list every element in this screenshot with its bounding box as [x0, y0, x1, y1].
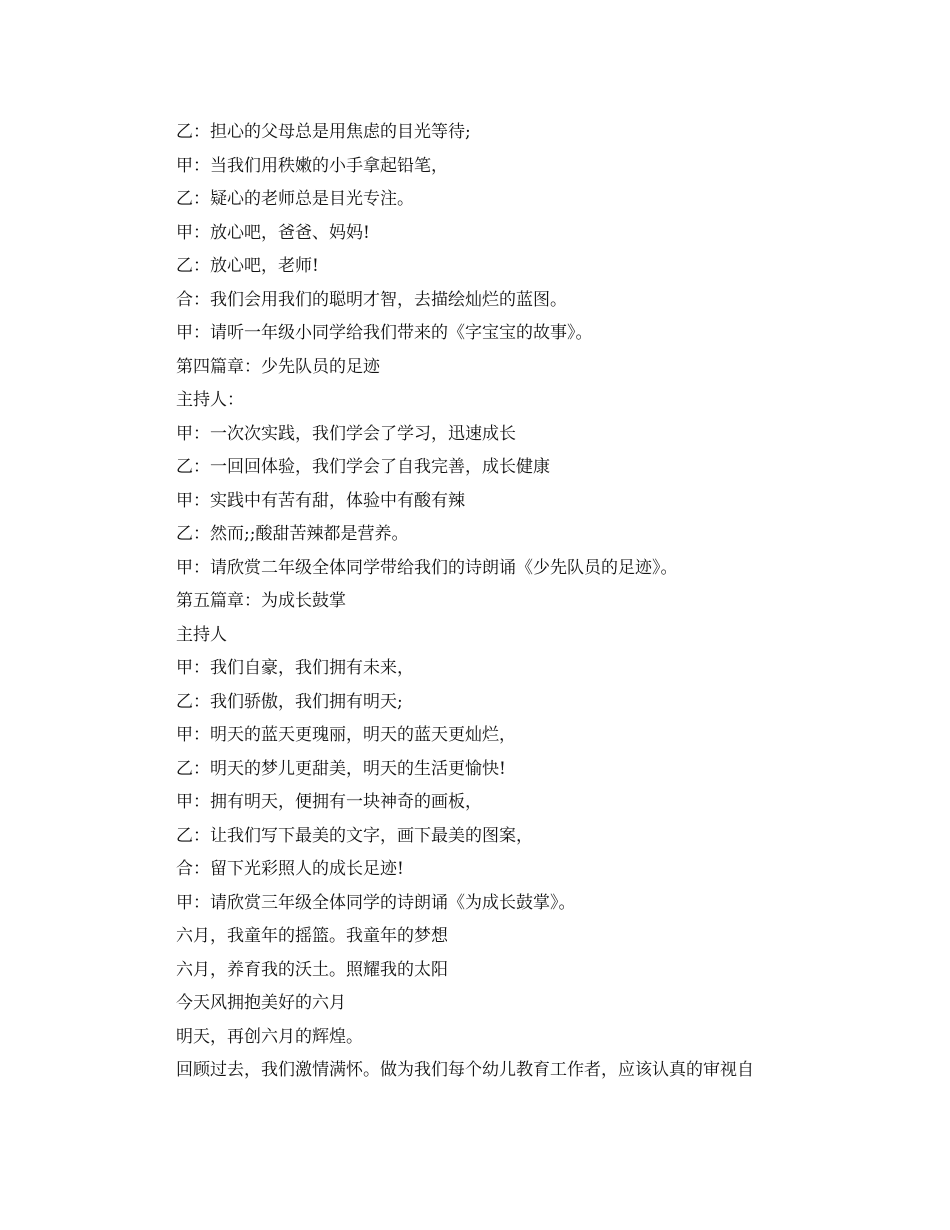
- text-line: 甲：实践中有苦有甜，体验中有酸有辣: [176, 490, 465, 511]
- text-line: 回顾过去，我们激情满怀。做为我们每个幼儿教育工作者，应该认真的审视自: [176, 1060, 754, 1080]
- text-line: 乙：担心的父母总是用焦虑的目光等待;: [176, 122, 471, 142]
- document-body: [176, 116, 836, 1088]
- text-line: 甲：拥有明天，便拥有一块神奇的画板，: [176, 792, 482, 812]
- text-line: 明天，再创六月的辉煌。: [176, 1026, 363, 1047]
- text-line: 乙：放心吧，老师!: [176, 256, 319, 276]
- text-line: 乙：明天的梦儿更甜美，明天的生活更愉快!: [176, 758, 506, 779]
- section-heading-5: 第五篇章：为成长鼓掌: [176, 591, 346, 611]
- host-label: 主持人: [176, 624, 227, 645]
- text-line: 甲：放心吧，爸爸、妈妈!: [176, 222, 370, 243]
- text-line: 甲：一次次实践，我们学会了学习，迅速成长: [176, 423, 516, 444]
- text-line: 六月，我童年的摇篮。我童年的梦想: [176, 926, 448, 946]
- text-line: 今天风拥抱美好的六月: [176, 993, 346, 1013]
- text-line: 合：我们会用我们的聪明才智，去描绘灿烂的蓝图。: [176, 289, 567, 310]
- text-line: 乙：然而;;酸甜苦辣都是营养。: [176, 524, 409, 544]
- host-label: 主持人：: [176, 390, 244, 410]
- text-line: 六月，养育我的沃土。照耀我的太阳: [176, 959, 448, 980]
- text-line: 合：留下光彩照人的成长足迹!: [176, 859, 404, 879]
- text-line: 甲：请欣赏二年级全体同学带给我们的诗朗诵《少先队员的足迹》。: [176, 557, 678, 578]
- text-line: 甲：明天的蓝天更瑰丽，明天的蓝天更灿烂，: [176, 725, 516, 745]
- text-line: 甲：当我们用秩嫩的小手拿起铅笔，: [176, 155, 448, 176]
- text-line: 甲：请欣赏三年级全体同学的诗朗诵《为成长鼓掌》。: [176, 892, 576, 913]
- text-line: 乙：疑心的老师总是目光专注。: [176, 189, 414, 209]
- text-line: 乙：让我们写下最美的文字，画下最美的图案，: [176, 825, 533, 846]
- text-line: 甲：我们自豪，我们拥有未来，: [176, 658, 414, 678]
- text-line: 乙：我们骄傲，我们拥有明天;: [176, 691, 403, 712]
- text-line: 乙：一回回体验，我们学会了自我完善，成长健康: [176, 457, 550, 477]
- section-heading-4: 第四篇章：少先队员的足迹: [176, 356, 380, 377]
- text-line: 甲：请听一年级小同学给我们带来的《字宝宝的故事》。: [176, 323, 593, 343]
